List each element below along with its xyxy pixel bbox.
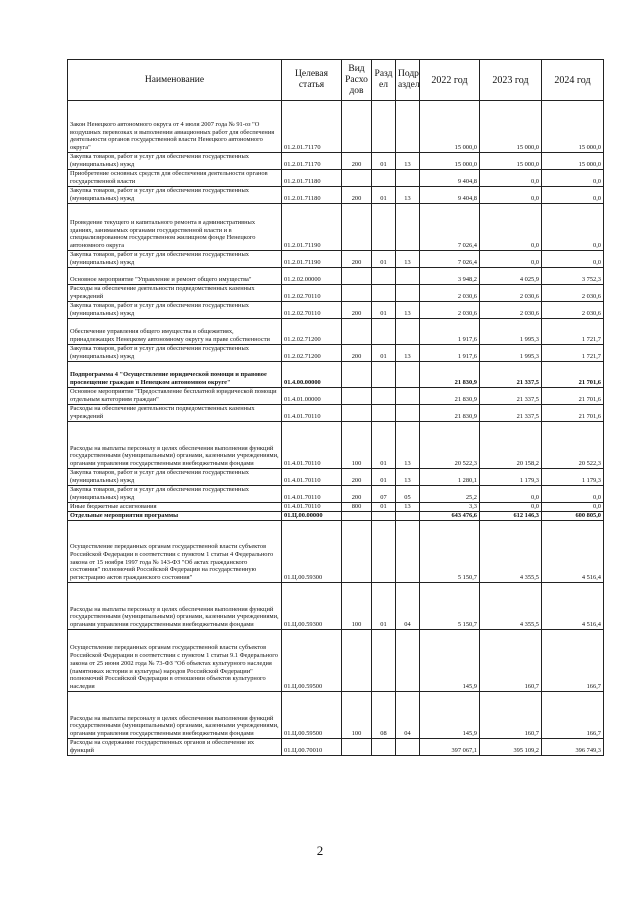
row-value-2023: 21 337,5 <box>480 388 542 405</box>
header-2022: 2022 год <box>420 60 480 101</box>
row-value-2024: 20 522,3 <box>542 422 604 469</box>
row-name: Закупка товаров, работ и услуг для обеспечения государственных (муниципальных) нужд <box>68 302 282 319</box>
row-value-2022: 21 830,9 <box>420 362 480 388</box>
row-value-2022: 1 280,1 <box>420 469 480 486</box>
row-section <box>372 388 396 405</box>
row-name: Расходы на выплаты персоналу в целях обеспечения выполнения функций государственными (муниципальными) органами, казенными учреждениями, органами управления государственными внебюджетными фондами <box>68 692 282 739</box>
row-code: 01.2.01.71190 <box>282 204 342 251</box>
row-value-2024: 600 805,0 <box>542 512 604 521</box>
row-subsection: 04 <box>396 692 420 739</box>
row-value-2023: 4 025,9 <box>480 268 542 285</box>
row-code: 01.4.01.70110 <box>282 469 342 486</box>
row-section <box>372 362 396 388</box>
row-value-2022: 2 030,6 <box>420 285 480 302</box>
table-row <box>68 692 604 739</box>
row-value-2024: 21 701,6 <box>542 362 604 388</box>
row-expense-type: 100 <box>342 692 372 739</box>
row-value-2022: 643 476,6 <box>420 512 480 521</box>
row-value-2023: 395 109,2 <box>480 739 542 756</box>
row-value-2024: 21 701,6 <box>542 405 604 422</box>
row-expense-type <box>342 268 372 285</box>
row-value-2024: 166,7 <box>542 692 604 739</box>
table-row <box>68 101 604 153</box>
row-value-2022: 145,9 <box>420 630 480 692</box>
row-subsection <box>396 630 420 692</box>
row-value-2024: 4 516,4 <box>542 521 604 583</box>
row-value-2022: 7 026,4 <box>420 251 480 268</box>
row-value-2023: 21 337,5 <box>480 405 542 422</box>
page-number: 2 <box>316 843 324 858</box>
row-value-2022: 25,2 <box>420 486 480 503</box>
row-value-2023: 1 995,3 <box>480 319 542 345</box>
table-row <box>68 319 604 345</box>
row-expense-type: 100 <box>342 422 372 469</box>
row-expense-type <box>342 170 372 187</box>
row-code: 01.Ц.00.00000 <box>282 512 342 521</box>
row-expense-type <box>342 521 372 583</box>
row-section: 01 <box>372 503 396 512</box>
row-value-2023: 160,7 <box>480 692 542 739</box>
row-subsection: 13 <box>396 422 420 469</box>
row-code: 01.2.01.71180 <box>282 170 342 187</box>
row-code: 01.2.01.71170 <box>282 153 342 170</box>
row-expense-type: 200 <box>342 251 372 268</box>
row-value-2024: 0,0 <box>542 187 604 204</box>
row-value-2023: 0,0 <box>480 170 542 187</box>
row-value-2024: 2 030,6 <box>542 285 604 302</box>
row-subsection <box>396 285 420 302</box>
row-section: 01 <box>372 583 396 630</box>
row-value-2022: 9 404,8 <box>420 187 480 204</box>
table-row <box>68 512 604 521</box>
row-value-2023: 21 337,5 <box>480 362 542 388</box>
row-value-2022: 21 830,9 <box>420 388 480 405</box>
row-value-2022: 21 830,9 <box>420 405 480 422</box>
row-value-2024: 3 752,3 <box>542 268 604 285</box>
row-subsection: 04 <box>396 583 420 630</box>
row-value-2023: 2 030,6 <box>480 302 542 319</box>
table-row <box>68 187 604 204</box>
row-value-2023: 15 000,0 <box>480 101 542 153</box>
row-expense-type <box>342 388 372 405</box>
row-code: 01.2.01.71190 <box>282 251 342 268</box>
row-value-2023: 0,0 <box>480 187 542 204</box>
row-section <box>372 285 396 302</box>
row-name: Иные бюджетные ассигнования <box>68 503 282 512</box>
row-section <box>372 739 396 756</box>
row-value-2024: 2 030,6 <box>542 302 604 319</box>
row-value-2022: 145,9 <box>420 692 480 739</box>
row-section <box>372 521 396 583</box>
row-section <box>372 319 396 345</box>
row-name: Приобретение основных средств для обеспечения деятельности органов государственной власти <box>68 170 282 187</box>
row-section <box>372 630 396 692</box>
row-section <box>372 170 396 187</box>
row-value-2024: 1 179,3 <box>542 469 604 486</box>
row-name: Закон Ненецкого автономного округа от 4 июля 2007 года № 91-оз "О воздушных перевозках и выполнении авиационных работ для обеспечения деятельности органов государственной власти Ненецкого автономного округа" <box>68 101 282 153</box>
table-row <box>68 388 604 405</box>
row-expense-type <box>342 101 372 153</box>
row-code: 01.Ц.00.70010 <box>282 739 342 756</box>
row-value-2022: 5 150,7 <box>420 521 480 583</box>
row-value-2022: 3,3 <box>420 503 480 512</box>
row-value-2024: 1 721,7 <box>542 345 604 362</box>
row-subsection: 13 <box>396 345 420 362</box>
row-subsection: 13 <box>396 503 420 512</box>
row-value-2023: 4 355,5 <box>480 521 542 583</box>
row-name: Закупка товаров, работ и услуг для обеспечения государственных (муниципальных) нужд <box>68 187 282 204</box>
row-value-2022: 9 404,8 <box>420 170 480 187</box>
row-value-2023: 0,0 <box>480 204 542 251</box>
row-name: Закупка товаров, работ и услуг для обеспечения государственных (муниципальных) нужд <box>68 469 282 486</box>
row-value-2023: 160,7 <box>480 630 542 692</box>
row-value-2022: 1 917,6 <box>420 345 480 362</box>
row-value-2022: 2 030,6 <box>420 302 480 319</box>
row-name: Отдельные мероприятия программы <box>68 512 282 521</box>
row-name: Закупка товаров, работ и услуг для обеспечения государственных (муниципальных) нужд <box>68 153 282 170</box>
row-section: 08 <box>372 692 396 739</box>
row-expense-type <box>342 204 372 251</box>
table-row <box>68 170 604 187</box>
row-section <box>372 268 396 285</box>
row-expense-type: 100 <box>342 583 372 630</box>
row-code: 01.2.02.71200 <box>282 319 342 345</box>
row-code: 01.4.01.70110 <box>282 503 342 512</box>
row-subsection <box>396 268 420 285</box>
row-name: Закупка товаров, работ и услуг для обеспечения государственных (муниципальных) нужд <box>68 486 282 503</box>
row-code: 01.2.02.70110 <box>282 302 342 319</box>
row-expense-type <box>342 362 372 388</box>
row-value-2024: 166,7 <box>542 630 604 692</box>
header-type: Вид Расхо дов <box>342 60 372 101</box>
row-subsection: 13 <box>396 251 420 268</box>
row-value-2023: 0,0 <box>480 251 542 268</box>
row-value-2022: 1 917,6 <box>420 319 480 345</box>
row-section: 01 <box>372 345 396 362</box>
row-code: 01.2.01.71170 <box>282 101 342 153</box>
row-subsection: 13 <box>396 153 420 170</box>
row-value-2024: 15 000,0 <box>542 153 604 170</box>
row-name: Расходы на обеспечение деятельности подведомственных казенных учреждений <box>68 285 282 302</box>
row-name: Расходы на содержание государственных органов и обеспечение их функций <box>68 739 282 756</box>
row-value-2024: 21 701,6 <box>542 388 604 405</box>
row-value-2024: 4 516,4 <box>542 583 604 630</box>
row-value-2023: 1 995,3 <box>480 345 542 362</box>
row-subsection <box>396 319 420 345</box>
table-row <box>68 285 604 302</box>
row-section: 01 <box>372 469 396 486</box>
row-expense-type: 200 <box>342 486 372 503</box>
row-value-2023: 0,0 <box>480 486 542 503</box>
table-row <box>68 268 604 285</box>
row-section: 07 <box>372 486 396 503</box>
row-name: Подпрограмма 4 "Осуществление юридической помощи и правовое просвещение граждан в Ненецком автономном округе" <box>68 362 282 388</box>
row-value-2024: 15 000,0 <box>542 101 604 153</box>
row-expense-type <box>342 630 372 692</box>
row-section: 01 <box>372 187 396 204</box>
table-row <box>68 153 604 170</box>
row-expense-type <box>342 739 372 756</box>
row-expense-type <box>342 285 372 302</box>
row-code: 01.4.00.00000 <box>282 362 342 388</box>
row-section <box>372 405 396 422</box>
table-row <box>68 521 604 583</box>
row-expense-type: 200 <box>342 345 372 362</box>
row-value-2023: 4 355,5 <box>480 583 542 630</box>
table-row <box>68 469 604 486</box>
row-expense-type: 200 <box>342 302 372 319</box>
row-subsection <box>396 204 420 251</box>
row-value-2022: 7 026,4 <box>420 204 480 251</box>
row-value-2023: 612 146,3 <box>480 512 542 521</box>
table-row <box>68 583 604 630</box>
row-code: 01.4.01.00000 <box>282 388 342 405</box>
header-subsection: Подр аздел <box>396 60 420 101</box>
row-code: 01.4.01.70110 <box>282 405 342 422</box>
row-section <box>372 204 396 251</box>
header-name: Наименование <box>68 60 282 101</box>
row-code: 01.Ц.00.59300 <box>282 521 342 583</box>
row-value-2022: 397 067,1 <box>420 739 480 756</box>
table-row <box>68 302 604 319</box>
row-name: Осуществление переданных органам государственной власти субъектов Российской Федерации в соответствии с пунктом 1 статьи 9.1 Федерального закона от 25 июня 2002 года № 73-ФЗ "Об объектах культурного наследия (памятниках истории и культуры) народов Российской Федерации" полномочий Российской Федерации в отношении объектов культурного наследия <box>68 630 282 692</box>
row-value-2024: 0,0 <box>542 503 604 512</box>
row-name: Расходы на выплаты персоналу в целях обеспечения выполнения функций государственными (муниципальными) органами, казенными учреждениями, органами управления государственными внебюджетными фондами <box>68 583 282 630</box>
row-expense-type: 800 <box>342 503 372 512</box>
row-subsection: 13 <box>396 469 420 486</box>
row-subsection <box>396 170 420 187</box>
row-section: 01 <box>372 251 396 268</box>
row-name: Осуществление переданных органам государственной власти субъектов Российской Федерации в соответствии с пунктом 1 статьи 4 Федерального закона от 15 ноября 1997 года № 143-ФЗ "Об актах гражданского состояния" полномочий Российской Федерации на государственную регистрацию актов гражданского состояния" <box>68 521 282 583</box>
row-name: Расходы на выплаты персоналу в целях обеспечения выполнения функций государственными (муниципальными) органами, казенными учреждениями, органами управления государственными внебюджетными фондами <box>68 422 282 469</box>
row-value-2022: 20 522,3 <box>420 422 480 469</box>
table-row <box>68 204 604 251</box>
row-subsection <box>396 388 420 405</box>
row-name: Расходы на обеспечение деятельности подведомственных казенных учреждений <box>68 405 282 422</box>
row-expense-type <box>342 512 372 521</box>
row-value-2022: 3 948,2 <box>420 268 480 285</box>
row-value-2023: 15 000,0 <box>480 153 542 170</box>
row-section: 01 <box>372 153 396 170</box>
row-code: 01.Ц.00.59300 <box>282 583 342 630</box>
row-name: Проведение текущего и капитального ремонта в административных зданиях, занимаемых органами государственной власти и в специализированном государственном жилищном фонде Ненецкого автономного округа <box>68 204 282 251</box>
row-code: 01.2.02.71200 <box>282 345 342 362</box>
table-row <box>68 503 604 512</box>
table-row <box>68 345 604 362</box>
row-name: Обеспечение управления общего имущества в общежитиях, принадлежащих Ненецкому автономному округу на праве собственности <box>68 319 282 345</box>
table-row <box>68 422 604 469</box>
row-expense-type: 200 <box>342 153 372 170</box>
row-value-2024: 0,0 <box>542 486 604 503</box>
row-code: 01.Ц.00.59500 <box>282 630 342 692</box>
row-subsection <box>396 405 420 422</box>
row-expense-type <box>342 405 372 422</box>
row-value-2023: 2 030,6 <box>480 285 542 302</box>
row-section <box>372 101 396 153</box>
row-code: 01.4.01.70110 <box>282 422 342 469</box>
row-code: 01.4.01.70110 <box>282 486 342 503</box>
row-subsection <box>396 521 420 583</box>
row-code: 01.2.02.70110 <box>282 285 342 302</box>
row-subsection: 05 <box>396 486 420 503</box>
header-2024: 2024 год <box>542 60 604 101</box>
row-value-2022: 5 150,7 <box>420 583 480 630</box>
row-value-2023: 1 179,3 <box>480 469 542 486</box>
row-name: Закупка товаров, работ и услуг для обеспечения государственных (муниципальных) нужд <box>68 345 282 362</box>
row-code: 01.2.02.00000 <box>282 268 342 285</box>
row-subsection <box>396 362 420 388</box>
table-row <box>68 739 604 756</box>
header-2023: 2023 год <box>480 60 542 101</box>
budget-table <box>67 59 604 756</box>
row-section: 01 <box>372 302 396 319</box>
row-expense-type <box>342 319 372 345</box>
row-value-2023: 0,0 <box>480 503 542 512</box>
row-subsection <box>396 101 420 153</box>
row-code: 01.2.01.71180 <box>282 187 342 204</box>
table-row <box>68 362 604 388</box>
row-value-2023: 20 158,2 <box>480 422 542 469</box>
row-value-2024: 396 749,3 <box>542 739 604 756</box>
row-expense-type: 200 <box>342 469 372 486</box>
row-expense-type: 200 <box>342 187 372 204</box>
row-section: 01 <box>372 422 396 469</box>
row-subsection: 13 <box>396 302 420 319</box>
row-subsection <box>396 512 420 521</box>
row-code: 01.Ц.00.59500 <box>282 692 342 739</box>
table-body <box>68 101 604 756</box>
row-value-2024: 0,0 <box>542 204 604 251</box>
row-name: Основное мероприятие "Управление и ремонт общего имущества" <box>68 268 282 285</box>
row-value-2022: 15 000,0 <box>420 153 480 170</box>
header-section: Разд ел <box>372 60 396 101</box>
row-value-2022: 15 000,0 <box>420 101 480 153</box>
header-code: Целевая статья <box>282 60 342 101</box>
row-subsection: 13 <box>396 187 420 204</box>
row-value-2024: 1 721,7 <box>542 319 604 345</box>
table-row <box>68 486 604 503</box>
row-name: Основное мероприятие "Предоставление бесплатной юридической помощи отдельным категориям граждан" <box>68 388 282 405</box>
row-section <box>372 512 396 521</box>
table-row <box>68 405 604 422</box>
row-value-2024: 0,0 <box>542 251 604 268</box>
row-name: Закупка товаров, работ и услуг для обеспечения государственных (муниципальных) нужд <box>68 251 282 268</box>
row-value-2024: 0,0 <box>542 170 604 187</box>
row-subsection <box>396 739 420 756</box>
table-row <box>68 251 604 268</box>
table-row <box>68 630 604 692</box>
table-header-row <box>68 60 604 101</box>
